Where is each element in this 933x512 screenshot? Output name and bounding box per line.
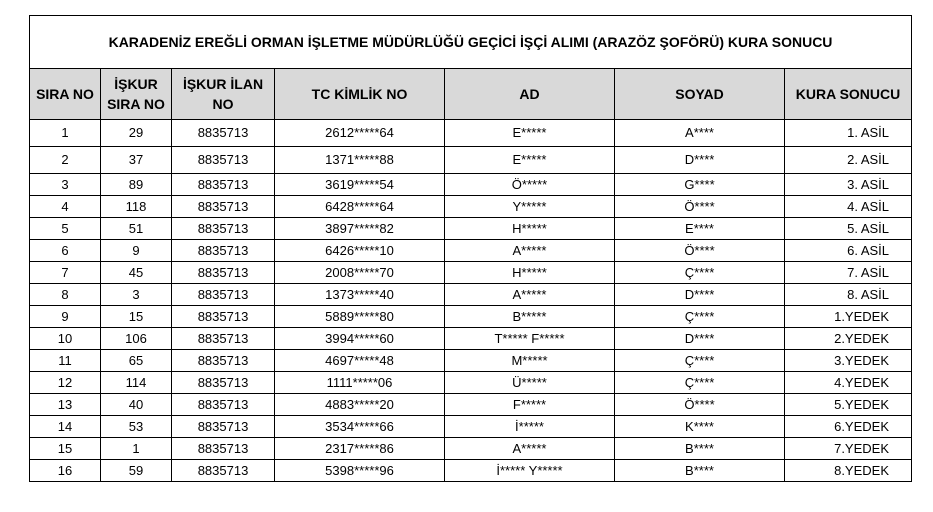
cell-tc-kimlik-no: 6426*****10 bbox=[275, 240, 445, 262]
cell-ad: İ***** Y***** bbox=[445, 460, 615, 482]
table-row bbox=[30, 174, 912, 196]
cell-tc-kimlik-no: 1111*****06 bbox=[275, 372, 445, 394]
cell-sira-no: 16 bbox=[30, 460, 101, 482]
cell-kura-sonucu: 8.YEDEK bbox=[785, 460, 912, 482]
cell-soyad: D**** bbox=[615, 147, 785, 174]
cell-iskur-ilan-no: 8835713 bbox=[172, 438, 275, 460]
cell-soyad: D**** bbox=[615, 328, 785, 350]
cell-sira-no: 10 bbox=[30, 328, 101, 350]
table-row bbox=[30, 328, 912, 350]
cell-tc-kimlik-no: 2317*****86 bbox=[275, 438, 445, 460]
cell-soyad: B**** bbox=[615, 460, 785, 482]
cell-ad: İ***** bbox=[445, 416, 615, 438]
header-sira-no: SIRA NO bbox=[30, 69, 101, 120]
cell-sira-no: 5 bbox=[30, 218, 101, 240]
table-row bbox=[30, 394, 912, 416]
header-iskur-sira-no: İŞKUR SIRA NO bbox=[101, 69, 172, 120]
cell-iskur-ilan-no: 8835713 bbox=[172, 460, 275, 482]
cell-iskur-ilan-no: 8835713 bbox=[172, 394, 275, 416]
cell-tc-kimlik-no: 2008*****70 bbox=[275, 262, 445, 284]
lottery-result-table bbox=[29, 15, 912, 482]
cell-soyad: D**** bbox=[615, 284, 785, 306]
cell-kura-sonucu: 7. ASİL bbox=[785, 262, 912, 284]
cell-kura-sonucu: 5. ASİL bbox=[785, 218, 912, 240]
table-row bbox=[30, 196, 912, 218]
cell-soyad: B**** bbox=[615, 438, 785, 460]
cell-sira-no: 4 bbox=[30, 196, 101, 218]
cell-ad: Ü***** bbox=[445, 372, 615, 394]
cell-kura-sonucu: 5.YEDEK bbox=[785, 394, 912, 416]
cell-sira-no: 8 bbox=[30, 284, 101, 306]
table-row bbox=[30, 240, 912, 262]
cell-soyad: G**** bbox=[615, 174, 785, 196]
cell-iskur-sira-no: 53 bbox=[101, 416, 172, 438]
cell-iskur-ilan-no: 8835713 bbox=[172, 262, 275, 284]
cell-ad: H***** bbox=[445, 218, 615, 240]
cell-ad: T***** F***** bbox=[445, 328, 615, 350]
cell-sira-no: 1 bbox=[30, 120, 101, 147]
cell-tc-kimlik-no: 3994*****60 bbox=[275, 328, 445, 350]
cell-iskur-ilan-no: 8835713 bbox=[172, 372, 275, 394]
cell-iskur-sira-no: 114 bbox=[101, 372, 172, 394]
cell-kura-sonucu: 1. ASİL bbox=[785, 120, 912, 147]
cell-soyad: A**** bbox=[615, 120, 785, 147]
cell-ad: A***** bbox=[445, 284, 615, 306]
cell-soyad: E**** bbox=[615, 218, 785, 240]
cell-iskur-ilan-no: 8835713 bbox=[172, 174, 275, 196]
cell-sira-no: 9 bbox=[30, 306, 101, 328]
cell-iskur-ilan-no: 8835713 bbox=[172, 328, 275, 350]
cell-tc-kimlik-no: 3534*****66 bbox=[275, 416, 445, 438]
header-soyad: SOYAD bbox=[615, 69, 785, 120]
table-row bbox=[30, 284, 912, 306]
cell-ad: E***** bbox=[445, 147, 615, 174]
table-row bbox=[30, 416, 912, 438]
title-row bbox=[30, 16, 912, 69]
cell-iskur-ilan-no: 8835713 bbox=[172, 416, 275, 438]
cell-ad: F***** bbox=[445, 394, 615, 416]
cell-kura-sonucu: 6.YEDEK bbox=[785, 416, 912, 438]
cell-iskur-sira-no: 65 bbox=[101, 350, 172, 372]
cell-kura-sonucu: 3.YEDEK bbox=[785, 350, 912, 372]
header-tc-kimlik-no: TC KİMLİK NO bbox=[275, 69, 445, 120]
header-row bbox=[30, 69, 912, 120]
cell-soyad: K**** bbox=[615, 416, 785, 438]
cell-sira-no: 7 bbox=[30, 262, 101, 284]
cell-soyad: Ö**** bbox=[615, 196, 785, 218]
cell-sira-no: 14 bbox=[30, 416, 101, 438]
cell-tc-kimlik-no: 5889*****80 bbox=[275, 306, 445, 328]
cell-sira-no: 6 bbox=[30, 240, 101, 262]
cell-iskur-sira-no: 29 bbox=[101, 120, 172, 147]
cell-ad: B***** bbox=[445, 306, 615, 328]
cell-soyad: Ö**** bbox=[615, 394, 785, 416]
cell-sira-no: 12 bbox=[30, 372, 101, 394]
cell-iskur-sira-no: 3 bbox=[101, 284, 172, 306]
cell-iskur-ilan-no: 8835713 bbox=[172, 350, 275, 372]
cell-ad: A***** bbox=[445, 438, 615, 460]
cell-kura-sonucu: 4. ASİL bbox=[785, 196, 912, 218]
cell-iskur-ilan-no: 8835713 bbox=[172, 120, 275, 147]
cell-iskur-sira-no: 89 bbox=[101, 174, 172, 196]
cell-iskur-ilan-no: 8835713 bbox=[172, 147, 275, 174]
cell-ad: Ö***** bbox=[445, 174, 615, 196]
cell-iskur-sira-no: 45 bbox=[101, 262, 172, 284]
cell-iskur-sira-no: 15 bbox=[101, 306, 172, 328]
cell-tc-kimlik-no: 3619*****54 bbox=[275, 174, 445, 196]
header-ad: AD bbox=[445, 69, 615, 120]
cell-iskur-sira-no: 40 bbox=[101, 394, 172, 416]
table-row bbox=[30, 120, 912, 147]
cell-sira-no: 13 bbox=[30, 394, 101, 416]
document-title: KARADENİZ EREĞLİ ORMAN İŞLETME MÜDÜRLÜĞÜ GEÇİCİ İŞÇİ ALIMI (ARAZÖZ ŞOFÖRÜ) KURA SONUCU bbox=[30, 16, 912, 69]
cell-tc-kimlik-no: 1373*****40 bbox=[275, 284, 445, 306]
cell-sira-no: 2 bbox=[30, 147, 101, 174]
cell-tc-kimlik-no: 3897*****82 bbox=[275, 218, 445, 240]
cell-tc-kimlik-no: 6428*****64 bbox=[275, 196, 445, 218]
cell-iskur-ilan-no: 8835713 bbox=[172, 218, 275, 240]
table-row bbox=[30, 372, 912, 394]
result-sheet bbox=[29, 15, 911, 482]
cell-tc-kimlik-no: 2612*****64 bbox=[275, 120, 445, 147]
cell-kura-sonucu: 2. ASİL bbox=[785, 147, 912, 174]
cell-iskur-sira-no: 1 bbox=[101, 438, 172, 460]
cell-kura-sonucu: 7.YEDEK bbox=[785, 438, 912, 460]
table-row bbox=[30, 350, 912, 372]
cell-ad: Y***** bbox=[445, 196, 615, 218]
cell-kura-sonucu: 2.YEDEK bbox=[785, 328, 912, 350]
table-row bbox=[30, 147, 912, 174]
cell-sira-no: 11 bbox=[30, 350, 101, 372]
cell-kura-sonucu: 3. ASİL bbox=[785, 174, 912, 196]
cell-iskur-sira-no: 51 bbox=[101, 218, 172, 240]
cell-soyad: Ç**** bbox=[615, 372, 785, 394]
cell-sira-no: 15 bbox=[30, 438, 101, 460]
cell-iskur-sira-no: 9 bbox=[101, 240, 172, 262]
cell-iskur-sira-no: 59 bbox=[101, 460, 172, 482]
cell-kura-sonucu: 1.YEDEK bbox=[785, 306, 912, 328]
cell-kura-sonucu: 6. ASİL bbox=[785, 240, 912, 262]
table-row bbox=[30, 262, 912, 284]
table-row bbox=[30, 218, 912, 240]
cell-tc-kimlik-no: 4883*****20 bbox=[275, 394, 445, 416]
cell-soyad: Ç**** bbox=[615, 262, 785, 284]
header-iskur-ilan-no: İŞKUR İLAN NO bbox=[172, 69, 275, 120]
cell-sira-no: 3 bbox=[30, 174, 101, 196]
cell-iskur-ilan-no: 8835713 bbox=[172, 306, 275, 328]
cell-iskur-sira-no: 118 bbox=[101, 196, 172, 218]
cell-iskur-sira-no: 37 bbox=[101, 147, 172, 174]
cell-iskur-ilan-no: 8835713 bbox=[172, 284, 275, 306]
cell-soyad: Ç**** bbox=[615, 306, 785, 328]
cell-tc-kimlik-no: 5398*****96 bbox=[275, 460, 445, 482]
header-kura-sonucu: KURA SONUCU bbox=[785, 69, 912, 120]
cell-ad: H***** bbox=[445, 262, 615, 284]
cell-soyad: Ç**** bbox=[615, 350, 785, 372]
cell-tc-kimlik-no: 1371*****88 bbox=[275, 147, 445, 174]
cell-kura-sonucu: 4.YEDEK bbox=[785, 372, 912, 394]
cell-ad: A***** bbox=[445, 240, 615, 262]
table-row bbox=[30, 460, 912, 482]
table-row bbox=[30, 438, 912, 460]
cell-tc-kimlik-no: 4697*****48 bbox=[275, 350, 445, 372]
cell-soyad: Ö**** bbox=[615, 240, 785, 262]
cell-iskur-sira-no: 106 bbox=[101, 328, 172, 350]
cell-iskur-ilan-no: 8835713 bbox=[172, 240, 275, 262]
cell-ad: E***** bbox=[445, 120, 615, 147]
cell-iskur-ilan-no: 8835713 bbox=[172, 196, 275, 218]
table-row bbox=[30, 306, 912, 328]
cell-kura-sonucu: 8. ASİL bbox=[785, 284, 912, 306]
cell-ad: M***** bbox=[445, 350, 615, 372]
